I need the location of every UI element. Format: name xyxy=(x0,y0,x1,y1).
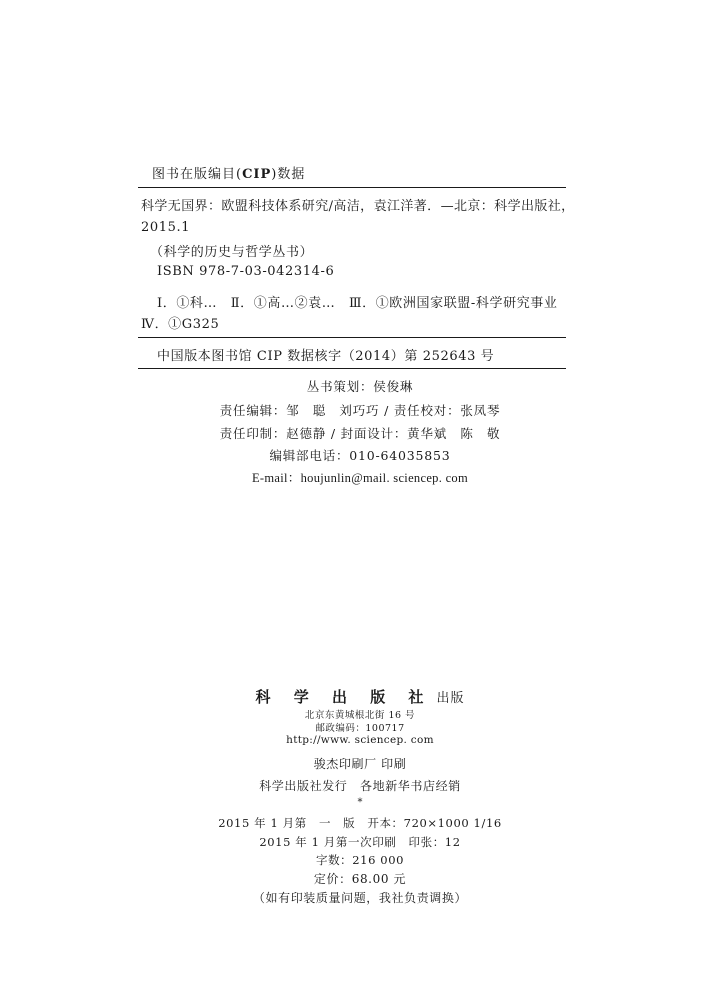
cip-line-5: Ⅰ．①科… Ⅱ．①高…②袁… Ⅲ．①欧洲国家联盟-科学研究事业 xyxy=(157,296,558,311)
responsible-editors: 责任编辑：邹 聪 刘巧巧 / 责任校对：张凤琴 xyxy=(219,403,501,418)
word-count: 字数：216 000 xyxy=(315,853,405,867)
distribution-line: 科学出版社发行 各地新华书店经销 xyxy=(259,779,461,793)
publisher-line xyxy=(0,686,720,707)
series-planner: 丛书策划：侯俊琳 xyxy=(306,379,414,394)
separator-asterisk: * xyxy=(357,797,363,808)
publisher-website: http://www. sciencep. com xyxy=(286,734,434,746)
cip-title: 图书在版编目(CIP)数据 xyxy=(152,167,306,182)
cip-mid-rule xyxy=(138,337,566,338)
cip-line-6: Ⅳ．①G325 xyxy=(141,317,220,332)
printer-line: 骏杰印刷厂 印刷 xyxy=(313,757,407,771)
cip-record: 中国版本图书馆 CIP 数据核字（2014）第 252643 号 xyxy=(157,349,495,364)
publisher-name: 科 学 出 版 社 xyxy=(255,688,433,706)
publisher-suffix: 出版 xyxy=(436,691,465,706)
publisher-address: 北京东黄城根北街 16 号 xyxy=(304,710,416,721)
cip-top-rule xyxy=(138,187,566,188)
cip-isbn: ISBN 978-7-03-042314-6 xyxy=(157,264,335,279)
editorial-phone: 编辑部电话：010-64035853 xyxy=(269,448,451,463)
cip-line-1: 科学无国界：欧盟科技体系研究/高洁，袁江洋著．—北京：科学出版社， xyxy=(141,199,575,214)
cip-line-3: （科学的历史与哲学丛书） xyxy=(150,245,314,260)
price: 定价：68.00 元 xyxy=(313,872,407,886)
cip-line-2: 2015.1 xyxy=(141,220,191,235)
publisher-postcode: 邮政编码：100717 xyxy=(315,723,405,734)
edition-line: 2015 年 1 月第 一 版 开本：720×1000 1/16 xyxy=(218,816,502,830)
printing-line: 2015 年 1 月第一次印刷 印张：12 xyxy=(259,835,461,849)
quality-notice: （如有印装质量问题，我社负责调换） xyxy=(252,891,468,905)
editorial-email: E-mail：houjunlin@mail. sciencep. com xyxy=(251,471,468,485)
print-and-cover-design: 责任印制：赵德静 / 封面设计：黄华斌 陈 敬 xyxy=(219,426,501,441)
cip-bottom-rule xyxy=(138,368,566,369)
